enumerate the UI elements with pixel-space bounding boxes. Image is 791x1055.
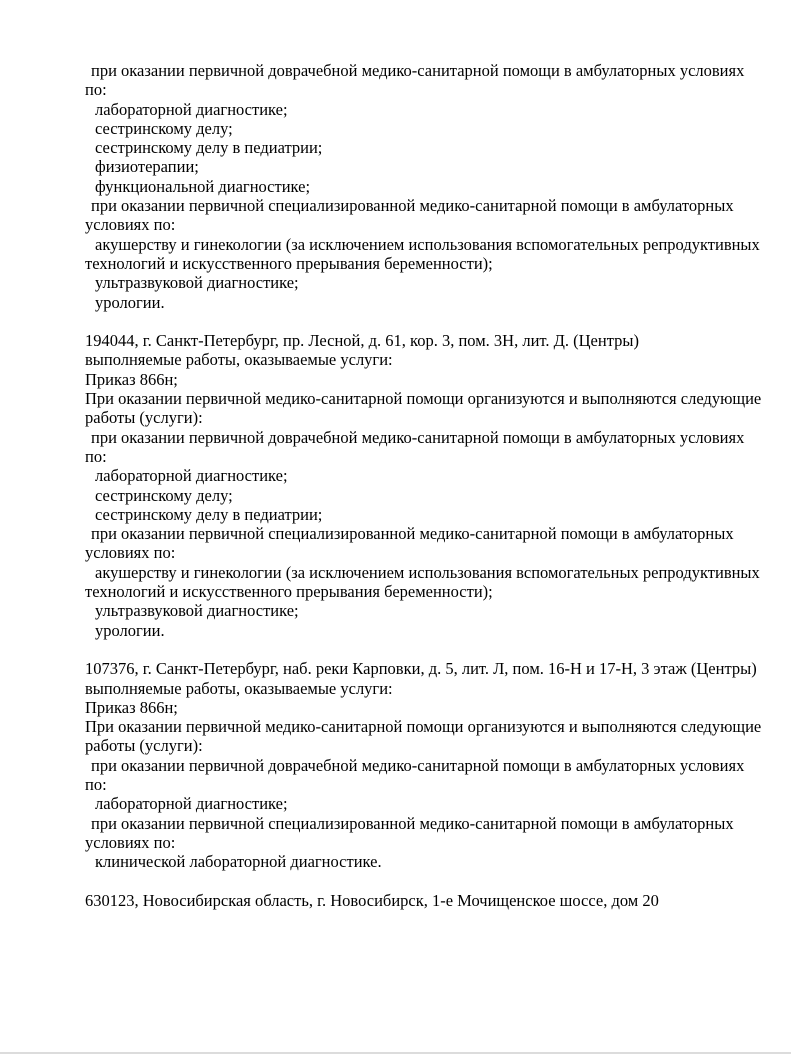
text-line: работы (услуги): (85, 408, 203, 428)
text-line: условиях по: (85, 543, 176, 563)
text-line: ультразвуковой диагностике; (95, 601, 299, 621)
text-line: физиотерапии; (95, 157, 199, 177)
text-line: работы (услуги): (85, 736, 203, 756)
text-line: 194044, г. Санкт-Петербург, пр. Лесной, д. 61, кор. 3, пом. 3Н, лит. Д. (Центры) (85, 331, 639, 351)
text-line: клинической лабораторной диагностике. (95, 852, 382, 872)
text-line: лабораторной диагностике; (95, 466, 288, 486)
text-line (85, 640, 771, 659)
text-line: 107376, г. Санкт-Петербург, наб. реки Карповки, д. 5, лит. Л, пом. 16-Н и 17-Н, 3 этаж (Центры) (85, 659, 757, 679)
text-line: урологии. (95, 292, 165, 312)
text-line: по: (85, 774, 107, 794)
text-line: 630123, Новосибирская область, г. Новосибирск, 1-е Мочищенское шоссе, дом 20 (85, 890, 659, 910)
text-line (85, 312, 771, 331)
bottom-divider (0, 1052, 791, 1054)
text-line: акушерству и гинекологии (за исключением использования вспомогательных репродуктивных (95, 234, 760, 254)
text-line: технологий и искусственного прерывания беременности); (85, 582, 493, 602)
text-line: сестринскому делу; (95, 118, 233, 138)
text-line: При оказании первичной медико-санитарной помощи организуются и выполняются следующие (85, 717, 762, 737)
text-line: по: (85, 446, 107, 466)
text-line: при оказании первичной доврачебной медико-санитарной помощи в амбулаторных условиях (91, 427, 745, 447)
text-line: при оказании первичной доврачебной медико-санитарной помощи в амбулаторных условиях (91, 61, 745, 80)
text-line: при оказании первичной специализированной медико-санитарной помощи в амбулаторных (91, 524, 734, 544)
text-line: технологий и искусственного прерывания беременности); (85, 253, 493, 273)
text-line: Приказ 866н; (85, 369, 178, 389)
text-line: по: (85, 80, 107, 100)
text-line: условиях по: (85, 832, 176, 852)
text-line: акушерству и гинекологии (за исключением использования вспомогательных репродуктивных (95, 562, 760, 582)
text-line: урологии. (95, 620, 165, 640)
text-line: Приказ 866н; (85, 697, 178, 717)
text-line (85, 871, 771, 890)
text-line: ультразвуковой диагностике; (95, 273, 299, 293)
text-line: выполняемые работы, оказываемые услуги: (85, 678, 393, 698)
text-line: функциональной диагностике; (95, 176, 311, 196)
text-line: лабораторной диагностике; (95, 794, 288, 814)
text-line: При оказании первичной медико-санитарной помощи организуются и выполняются следующие (85, 389, 762, 409)
text-line: сестринскому делу в педиатрии; (95, 138, 323, 158)
text-line: выполняемые работы, оказываемые услуги: (85, 350, 393, 370)
text-line: условиях по: (85, 215, 176, 235)
text-line: лабораторной диагностике; (95, 99, 288, 119)
text-line: при оказании первичной доврачебной медико-санитарной помощи в амбулаторных условиях (91, 755, 745, 775)
text-line: сестринскому делу; (95, 485, 233, 505)
text-line: сестринскому делу в педиатрии; (95, 504, 323, 524)
text-line: при оказании первичной специализированной медико-санитарной помощи в амбулаторных (91, 813, 734, 833)
license-text-block (85, 61, 771, 910)
text-line: при оказании первичной специализированной медико-санитарной помощи в амбулаторных (91, 196, 734, 216)
